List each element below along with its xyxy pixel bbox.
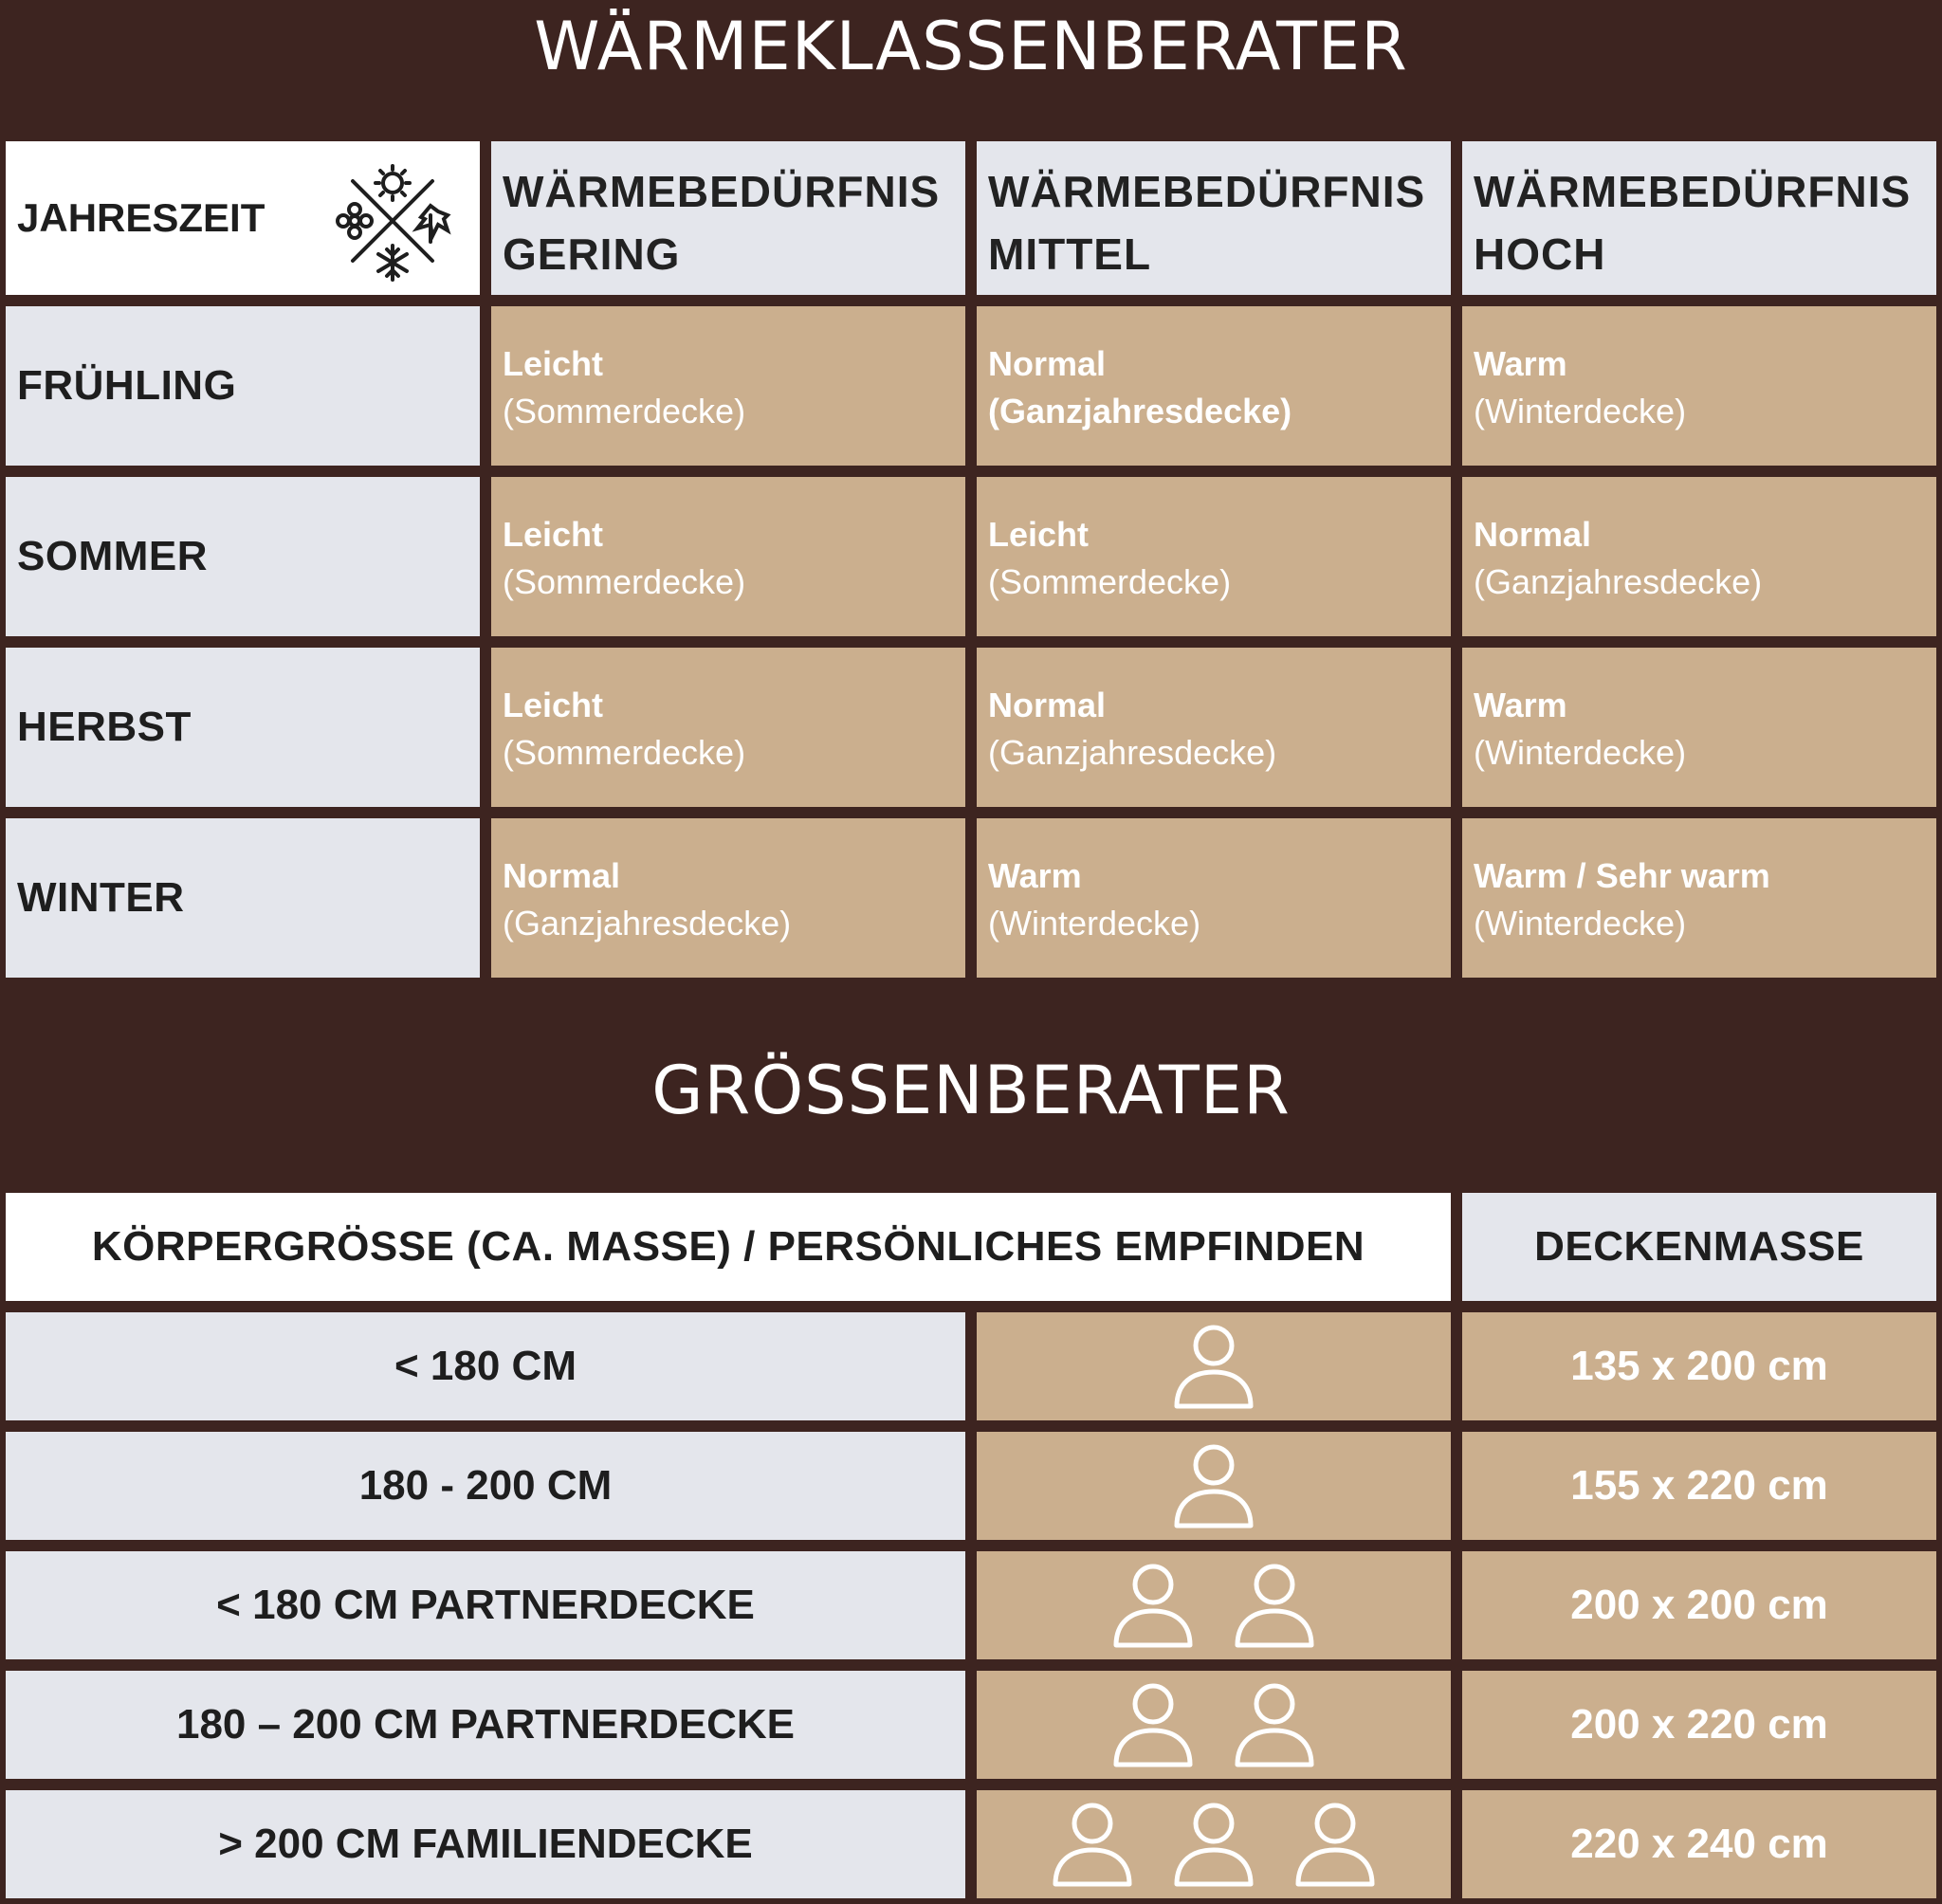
persons-group bbox=[977, 1312, 1451, 1420]
column-header-line2: HOCH bbox=[1474, 229, 1606, 279]
size-label-cell bbox=[6, 1790, 965, 1898]
blanket-dimensions: 135 x 200 cm bbox=[1570, 1343, 1828, 1389]
warmth-class: Warm bbox=[1474, 686, 1567, 724]
warmth-cell bbox=[977, 818, 1451, 978]
column-header-line1: WÄRMEBEDÜRFNIS bbox=[988, 167, 1426, 216]
blanket-type: (Winterdecke) bbox=[1474, 392, 1687, 430]
blanket-type: (Ganzjahresdecke) bbox=[988, 392, 1292, 430]
column-header-high bbox=[1462, 141, 1936, 295]
season-label: WINTER bbox=[17, 874, 185, 921]
person-icon bbox=[1234, 1681, 1315, 1768]
season-cell-spring bbox=[6, 306, 480, 466]
blanket-type: (Ganzjahresdecke) bbox=[1474, 562, 1763, 601]
dimensions-cell bbox=[1462, 1790, 1936, 1898]
blanket-type: (Sommerdecke) bbox=[503, 392, 746, 430]
person-icon bbox=[1112, 1681, 1194, 1768]
warmth-class: Leicht bbox=[988, 515, 1090, 554]
warmth-cell bbox=[977, 648, 1451, 807]
season-label: HERBST bbox=[17, 704, 192, 750]
warmth-cell bbox=[491, 306, 965, 466]
warmth-cell bbox=[1462, 648, 1936, 807]
blanket-type: (Winterdecke) bbox=[1474, 904, 1687, 943]
persons-cell bbox=[977, 1432, 1451, 1540]
dimensions-cell bbox=[1462, 1551, 1936, 1659]
warmth-cell bbox=[491, 818, 965, 978]
season-label: SOMMER bbox=[17, 533, 208, 579]
warmth-class: Leicht bbox=[503, 686, 604, 724]
persons-group bbox=[977, 1671, 1451, 1779]
warmth-class: Warm bbox=[988, 856, 1082, 895]
person-icon bbox=[1234, 1562, 1315, 1649]
column-header-line1: WÄRMEBEDÜRFNIS bbox=[1474, 167, 1912, 216]
blanket-dimensions: 220 x 240 cm bbox=[1570, 1821, 1828, 1867]
warmth-cell bbox=[1462, 306, 1936, 466]
dimensions-cell bbox=[1462, 1432, 1936, 1540]
season-label: FRÜHLING bbox=[17, 362, 237, 409]
blanket-type: (Winterdecke) bbox=[988, 904, 1201, 943]
warmth-class: Normal bbox=[988, 344, 1107, 383]
season-header-cell bbox=[6, 141, 480, 295]
person-icon bbox=[1112, 1562, 1194, 1649]
blanket-dimensions: 200 x 220 cm bbox=[1570, 1701, 1828, 1748]
persons-cell bbox=[977, 1790, 1451, 1898]
size-header-left-label: KÖRPERGRÖSSE (CA. MASSE) / PERSÖNLICHES EMPFINDEN bbox=[91, 1223, 1365, 1270]
warmth-advisor-title: WÄRMEKLASSENBERATER bbox=[534, 8, 1408, 85]
warmth-class: Leicht bbox=[503, 515, 604, 554]
persons-group bbox=[977, 1551, 1451, 1659]
column-header-line1: WÄRMEBEDÜRFNIS bbox=[503, 167, 941, 216]
warmth-class: Leicht bbox=[503, 344, 604, 383]
size-label-cell bbox=[6, 1312, 965, 1420]
persons-cell bbox=[977, 1671, 1451, 1779]
size-label: < 180 CM PARTNERDECKE bbox=[216, 1582, 755, 1628]
person-icon bbox=[1173, 1801, 1255, 1888]
season-cell-winter bbox=[6, 818, 480, 978]
column-header-line2: GERING bbox=[503, 229, 681, 279]
column-header-low bbox=[491, 141, 965, 295]
person-icon bbox=[1173, 1323, 1255, 1410]
warmth-cell bbox=[977, 477, 1451, 636]
column-header-line2: MITTEL bbox=[988, 229, 1152, 279]
dimensions-cell bbox=[1462, 1312, 1936, 1420]
warmth-cell bbox=[1462, 818, 1936, 978]
warmth-cell bbox=[491, 648, 965, 807]
season-header-label: JAHRESZEIT bbox=[17, 195, 266, 240]
size-header-right bbox=[1462, 1193, 1936, 1301]
blanket-type: (Winterdecke) bbox=[1474, 733, 1687, 772]
size-label: > 200 CM FAMILIENDECKE bbox=[218, 1821, 753, 1867]
persons-cell bbox=[977, 1551, 1451, 1659]
blanket-type: (Sommerdecke) bbox=[503, 562, 746, 601]
season-cell-autumn bbox=[6, 648, 480, 807]
size-advisor-title: GRÖSSENBERATER bbox=[651, 1052, 1291, 1129]
blanket-dimensions: 155 x 220 cm bbox=[1570, 1462, 1828, 1509]
person-icon bbox=[1052, 1801, 1133, 1888]
size-label-cell bbox=[6, 1671, 965, 1779]
warmth-class: Normal bbox=[1474, 515, 1592, 554]
warmth-class: Warm bbox=[1474, 344, 1567, 383]
warmth-cell bbox=[977, 306, 1451, 466]
blanket-type: (Ganzjahresdecke) bbox=[503, 904, 792, 943]
warmth-cell bbox=[1462, 477, 1936, 636]
persons-group bbox=[977, 1790, 1451, 1898]
blanket-type: (Sommerdecke) bbox=[503, 733, 746, 772]
persons-group bbox=[977, 1432, 1451, 1540]
size-label-cell bbox=[6, 1432, 965, 1540]
size-label: 180 – 200 CM PARTNERDECKE bbox=[175, 1701, 796, 1748]
size-header-right-label: DECKENMASSE bbox=[1534, 1223, 1864, 1270]
size-label: 180 - 200 CM bbox=[358, 1462, 613, 1509]
blanket-type: (Ganzjahresdecke) bbox=[988, 733, 1277, 772]
blanket-dimensions: 200 x 200 cm bbox=[1570, 1582, 1828, 1628]
blanket-type: (Sommerdecke) bbox=[988, 562, 1232, 601]
warmth-cell bbox=[491, 477, 965, 636]
person-icon bbox=[1173, 1442, 1255, 1529]
warmth-class: Warm / Sehr warm bbox=[1474, 856, 1770, 895]
season-cell-summer bbox=[6, 477, 480, 636]
size-header-left bbox=[6, 1193, 1451, 1301]
seasons-icon bbox=[326, 155, 459, 287]
size-label-cell bbox=[6, 1551, 965, 1659]
size-label: < 180 CM bbox=[394, 1343, 577, 1389]
persons-cell bbox=[977, 1312, 1451, 1420]
dimensions-cell bbox=[1462, 1671, 1936, 1779]
warmth-class: Normal bbox=[988, 686, 1107, 724]
column-header-medium bbox=[977, 141, 1451, 295]
person-icon bbox=[1294, 1801, 1376, 1888]
warmth-class: Normal bbox=[503, 856, 621, 895]
